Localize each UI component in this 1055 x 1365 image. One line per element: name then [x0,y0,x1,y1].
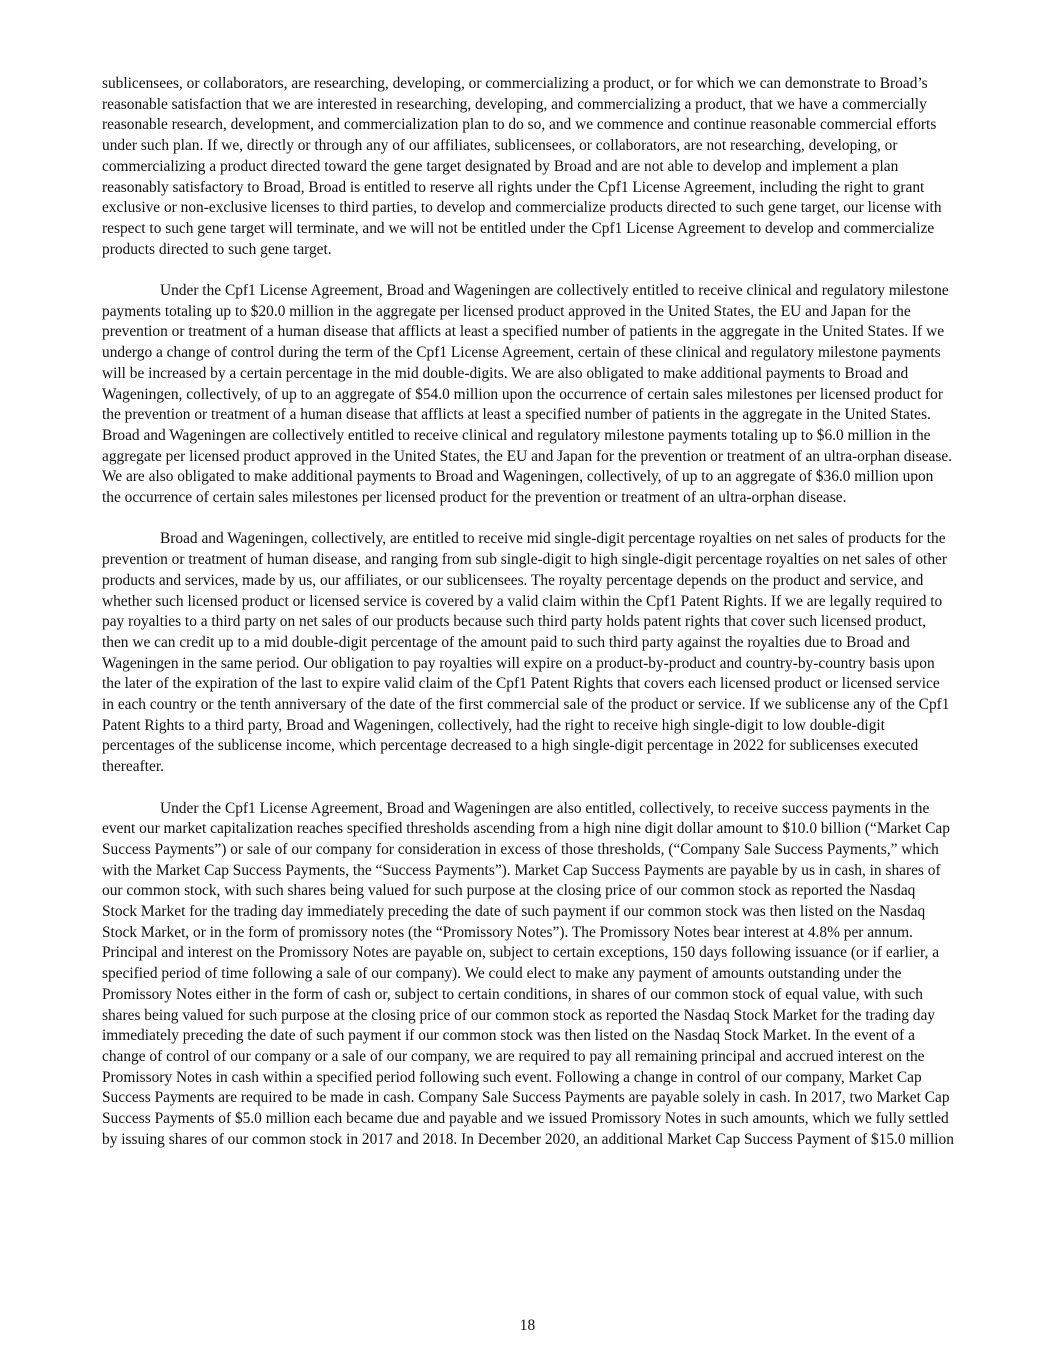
document-body [102,74,954,1151]
paragraph-milestone-payments: Under the Cpf1 License Agreement, Broad and Wageningen are collectively entitled to receive clinical and regulatory milestone payments totaling up to $20.0 million in the aggregate per licensed product approved in the United States, the EU and Japan for the prevention or treatment of a human disease that afflicts at least a specified number of patients in the aggregate in the United States. If we undergo a change of control during the term of the Cpf1 License Agreement, certain of these clinical and regulatory milestone payments will be increased by a certain percentage in the mid double-digits. We are also obligated to make additional payments to Broad and Wageningen, collectively, of up to an aggregate of $54.0 million upon the occurrence of certain sales milestones per licensed product for the prevention or treatment of a human disease that afflicts at least a specified number of patients in the aggregate in the United States. Broad and Wageningen are collectively entitled to receive clinical and regulatory milestone payments totaling up to $6.0 million in the aggregate per licensed product approved in the United States, the EU and Japan for the prevention or treatment of an ultra-orphan disease. We are also obligated to make additional payments to Broad and Wageningen, collectively, of up to an aggregate of $36.0 million upon the occurrence of certain sales milestones per licensed product for the prevention or treatment of an ultra-orphan disease. [102,282,953,507]
page-number: 18 [519,1317,536,1334]
paragraph-royalties: Broad and Wageningen, collectively, are entitled to receive mid single-digit percentage royalties on net sales of products for the prevention or treatment of human disease, and ranging from sub single-digit to high single-digit percentage royalties on net sales of other products and services, made by us, our affiliates, or our sublicensees. The royalty percentage depends on the product and service, and whether such licensed product or licensed service is covered by a valid claim within the Cpf1 Patent Rights. If we are legally required to pay royalties to a third party on net sales of our products because such third party holds patent rights that cover such licensed product, then we can credit up to a mid double-digit percentage of the amount paid to such third party against the royalties due to Broad and Wageningen in the same period. Our obligation to pay royalties will expire on a product-by-product and country-by-country basis upon the later of the expiration of the last to expire valid claim of the Cpf1 Patent Rights that covers each licensed product or licensed service in each country or the tenth anniversary of the date of the first commercial sale of the product or service. If we sublicense any of the Cpf1 Patent Rights to a third party, Broad and Wageningen, collectively, had the right to receive high single-digit to low double-digit percentages of the sublicense income, which percentage decreased to a high single-digit percentage in 2022 for sublicenses executed thereafter. [102,530,950,776]
paragraph-success-payments: Under the Cpf1 License Agreement, Broad and Wageningen are also entitled, collectively, to receive success payments in the event our market capitalization reaches specified thresholds ascending from a high nine digit dollar amount to $10.0 billion (“Market Cap Success Payments”) or sale of our company for consideration in excess of those thresholds, (“Company Sale Success Payments,” which with the Market Cap Success Payments, the “Success Payments”). Market Cap Success Payments are payable by us in cash, in shares of our common stock, with such shares being valued for such purpose at the closing price of our common stock as reported the Nasdaq Stock Market for the trading day immediately preceding the date of such payment if our common stock was then listed on the Nasdaq Stock Market, or in the form of promissory notes (the “Promissory Notes”). The Promissory Notes bear interest at 4.8% per annum. Principal and interest on the Promissory Notes are payable on, subject to certain exceptions, 150 days following issuance (or if earlier, a specified period of time following a sale of our company). We could elect to make any payment of amounts outstanding under the Promissory Notes either in the form of cash or, subject to certain conditions, in shares of our common stock of equal value, with such shares being valued for such purpose at the closing price of our common stock as reported the Nasdaq Stock Market for the trading day immediately preceding the date of such payment if our common stock was then listed on the Nasdaq Stock Market. In the event of a change of control of our company or a sale of our company, we are required to pay all remaining principal and accrued interest on the Promissory Notes in cash within a specified period following such event. Following a change in control of our company, Market Cap Success Payments are required to be made in cash. Company Sale Success Payments are payable solely in cash. In 2017, two Market Cap Success Payments of $5.0 million each became due and payable and we issued Promissory Notes in such amounts, which we fully settled by issuing shares of our common stock in 2017 and 2018. In December 2020, an additional Market Cap Success Payment of $15.0 million [102,799,954,1148]
paragraph-license-reservation: sublicensees, or collaborators, are researching, developing, or commercializing a product, or for which we can demonstrate to Broad’s reasonable satisfaction that we are interested in researching, developing, and commercializing a product, that we have a commercially reasonable research, development, and commercialization plan to do so, and we commence and continue reasonable commercial efforts under such plan. If we, directly or through any of our affiliates, sublicensees, or collaborators, are not researching, developing, or commercializing a product directed toward the gene target designated by Broad and are not able to develop and implement a plan reasonably satisfactory to Broad, Broad is entitled to reserve all rights under the Cpf1 License Agreement, including the right to grant exclusive or non-exclusive licenses to third parties, to develop and commercialize products directed to such gene target, our license with respect to such gene target will terminate, and we will not be entitled under the Cpf1 License Agreement to develop and commercialize products directed to such gene target. [102,75,942,258]
